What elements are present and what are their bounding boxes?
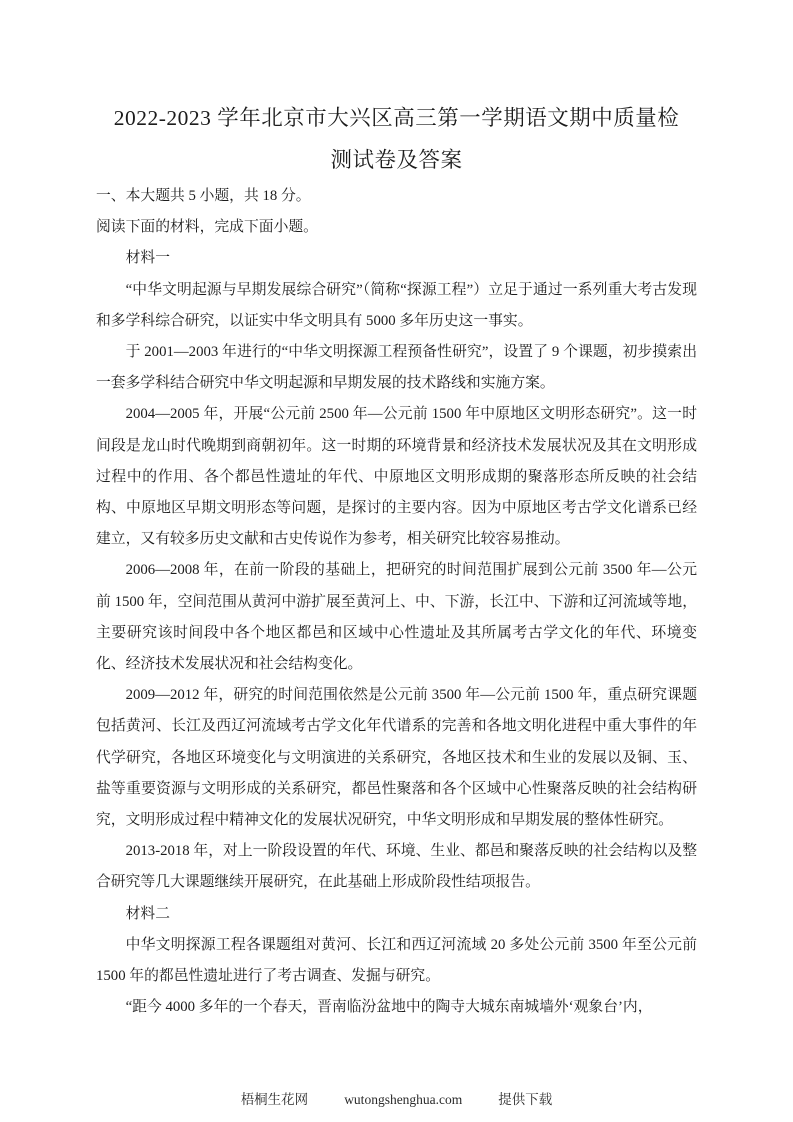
reading-instruction: 阅读下面的材料，完成下面小题。 — [96, 219, 318, 236]
footer — [0, 1091, 793, 1109]
document-title: 2022-2023 学年北京市大兴区高三第一学期语文期中质量检测试卷及答案 — [113, 106, 680, 172]
footer-site-name: 梧桐生花网 — [240, 1092, 309, 1107]
body-paragraph: 2009—2012 年，研究的时间范围依然是公元前 3500 年—公元前 1500 年，重点研究课题包括黄河、长江及西辽河流域考古学文化年代谱系的完善和各地文明化进程中重大事件的年代学研究，各地区环境变化与文明演进的关系研究，各地区技术和生业的发展以及铜、玉、盐等重要资源与文明形成的关系研究，都邑性聚落和各个区域中心性聚落反映的社会结构研究，文明形成过程中精神文化的发展状况研究，中华文明形成和早期发展的整体性研究。 — [96, 687, 697, 829]
body-paragraph: “距今 4000 多年的一个春天，晋南临汾盆地中的陶寺大城东南城墙外‘观象台’内， — [125, 999, 653, 1016]
body-paragraph: 材料二 — [125, 905, 170, 922]
document-content — [96, 97, 697, 1023]
body-paragraph: 2006—2008 年，在前一阶段的基础上，把研究的时间范围扩展到公元前 3500 年—公元前 1500 年，空间范围从黄河中游扩展至黄河上、中、下游，长江中、下游和辽河流域等地，主要研究该时间段中各个地区都邑和区域中心性遗址及其所属考古学文化的年代、环境变化、经济技术发展状况和社会结构变化。 — [96, 562, 697, 673]
body-paragraph: 2013-2018 年，对上一阶段设置的年代、环境、生业、都邑和聚落反映的社会结构以及整合研究等几大课题继续开展研究，在此基础上形成阶段性结项报告。 — [96, 843, 697, 891]
section-heading: 一、本大题共 5 小题，共 18 分。 — [96, 188, 311, 204]
body-paragraph: 于 2001—2003 年进行的“中华文明探源工程预备性研究”，设置了 9 个课题，初步摸索出一套多学科结合研究中华文明起源和早期发展的技术路线和实施方案。 — [96, 344, 697, 392]
body-paragraph: “中华文明起源与早期发展综合研究”（简称“探源工程”）立足于通过一系列重大考古发现和多学科综合研究，以证实中华文明具有 5000 多年历史这一事实。 — [96, 281, 697, 329]
body-paragraph: 中华文明探源工程各课题组对黄河、长江和西辽河流域 20 多处公元前 3500 年至公元前 1500 年的都邑性遗址进行了考古调查、发掘与研究。 — [96, 936, 697, 985]
footer-download-label: 提供下载 — [498, 1092, 553, 1107]
body-paragraphs — [96, 243, 697, 1023]
body-paragraph: 材料一 — [125, 250, 170, 267]
footer-site-url: wutongshenghua.com — [344, 1092, 463, 1107]
body-paragraph: 2004—2005 年，开展“公元前 2500 年—公元前 1500 年中原地区文明形态研究”。这一时间段是龙山时代晚期到商朝初年。这一时期的环境背景和经济技术发展状况及其在文明形成过程中的作用、各个都邑性遗址的年代、中原地区文明形成期的聚落形态所反映的社会结构、中原地区早期文明形态等问题，是探讨的主要内容。因为中原地区考古学文化谱系已经建立，又有较多历史文献和古史传说作为参考，相关研究比较容易推动。 — [96, 406, 697, 548]
